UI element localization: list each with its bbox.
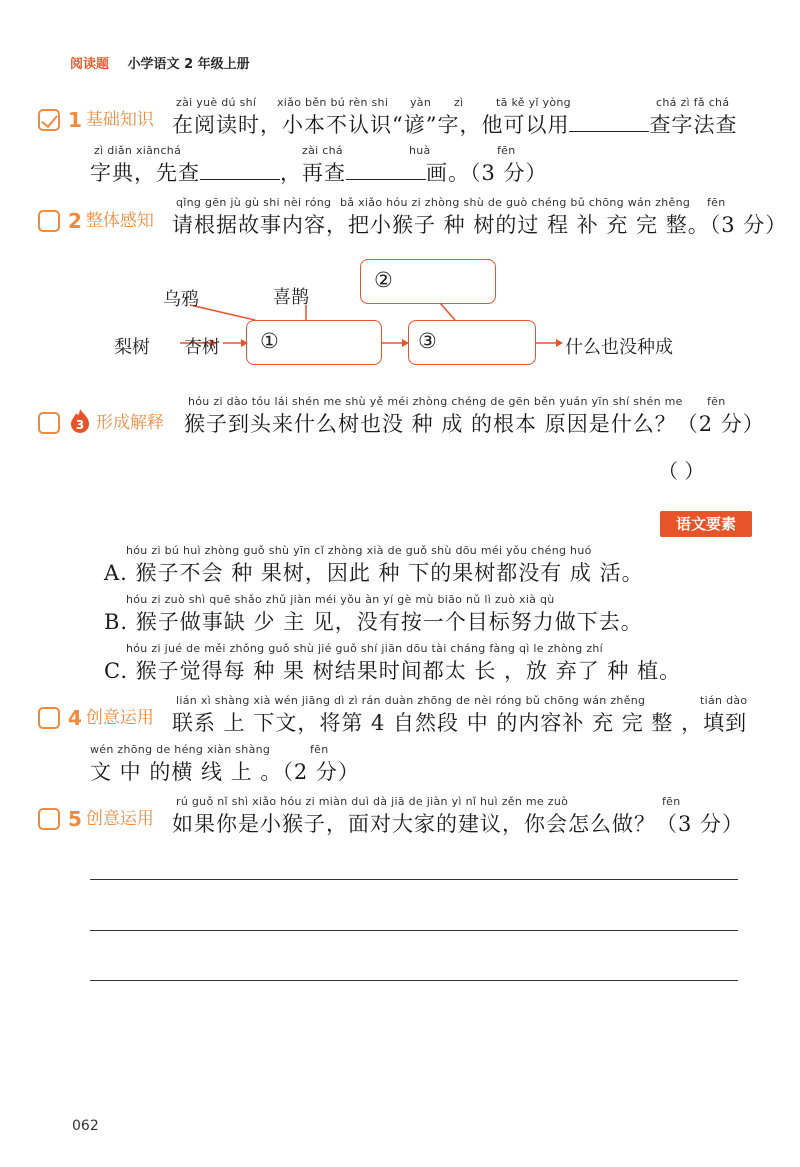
connector-line xyxy=(440,303,455,320)
flame-icon xyxy=(68,408,92,434)
question-3-checkbox[interactable] xyxy=(38,412,60,434)
question-3-text: 猴子到头来什么树也没 种 成 的根本 原因是什么？（2 分） xyxy=(184,412,765,436)
answer-blank[interactable] xyxy=(346,161,426,180)
pinyin: tián dào xyxy=(700,694,748,707)
slot-1-marker: ① xyxy=(260,329,279,353)
option-b[interactable]: B. 猴子做事缺 少 主 见，没有按一个目标努力做下去。 xyxy=(104,610,643,634)
question-4-type: 创意运用 xyxy=(85,708,154,728)
pinyin: hóu zi jué de měi zhǒng guǒ shù jié guǒ shí jiān dōu tài cháng fàng qì le zhòng zhí xyxy=(126,642,604,655)
arrow-head xyxy=(556,339,563,347)
question-5-type: 创意运用 xyxy=(85,809,154,829)
question-1-line-2 xyxy=(90,157,548,187)
question-2-type: 整体感知 xyxy=(85,211,154,231)
question-1-text: ，再查 xyxy=(280,161,346,185)
pinyin: huà xyxy=(409,144,431,157)
label-pear-tree: 梨树 xyxy=(114,337,150,358)
question-1-text: 在阅读时，小本不认识“谚”字，他可以用 xyxy=(172,113,570,137)
pinyin: fēn xyxy=(707,196,726,209)
question-1-text: 画。（3 分） xyxy=(426,161,548,185)
question-2-text: 请根据故事内容，把小猴子 种 树的过 程 补 充 完 整。（3 分） xyxy=(172,213,788,237)
question-1-number: 1 xyxy=(68,108,82,132)
pinyin: bǎ xiǎo hóu zi zhòng shù de guò chéng bǔ chōng wán zhěng xyxy=(340,196,691,209)
header-title: 小学语文 2 年级上册 xyxy=(127,57,250,72)
pinyin: fēn xyxy=(707,395,726,408)
answer-line[interactable] xyxy=(90,980,738,981)
pinyin: rú guǒ nǐ shì xiǎo hóu zi miàn duì dà jiā de jiàn yì nǐ huì zěn me zuò xyxy=(176,795,569,808)
pinyin: fēn xyxy=(497,144,516,157)
pinyin: hóu zi dào tóu lái shén me shù yě méi zhòng chéng de gēn běn yuán yīn shí shén me xyxy=(188,395,683,408)
pinyin: tā kě yǐ yòng xyxy=(496,96,571,109)
question-1-header xyxy=(38,109,160,131)
pinyin: zì diǎn xiānchá xyxy=(94,144,182,157)
pinyin: fēn xyxy=(662,795,681,808)
label-magpie: 喜鹊 xyxy=(273,287,309,308)
question-1-type: 基础知识 xyxy=(85,110,154,130)
pinyin: lián xì shàng xià wén jiāng dì zì rán duàn zhōng de nèi róng bǔ chōng wán zhěng xyxy=(176,694,646,707)
label-nothing-grown: 什么也没种成 xyxy=(565,337,673,358)
pinyin: xiǎo běn bú rèn shi xyxy=(277,96,389,109)
answer-parentheses[interactable]: （ ） xyxy=(658,459,705,483)
question-5-text: 如果你是小猴子，面对大家的建议，你会怎么做？（3 分） xyxy=(172,812,745,836)
answer-blank[interactable] xyxy=(569,113,649,132)
question-2-checkbox[interactable] xyxy=(38,210,60,232)
question-4-number: 4 xyxy=(68,706,82,730)
pinyin: chá zì fǎ chá xyxy=(656,96,730,109)
pinyin: hóu zi bú huì zhòng guǒ shù yīn cǐ zhòng xià de guǒ shù dōu méi yǒu chéng huó xyxy=(126,544,592,557)
option-c[interactable]: C. 猴子觉得每 种 果 树结果时间都太 长 ，放 弃了 种 植。 xyxy=(104,659,682,683)
question-1-checkbox[interactable] xyxy=(38,109,60,131)
pinyin: zài yuè dú shí xyxy=(176,96,257,109)
answer-line[interactable] xyxy=(90,879,738,880)
pinyin: wén zhōng de héng xiàn shàng xyxy=(90,743,271,756)
pinyin: zài chá xyxy=(302,144,343,157)
pinyin: hóu zi zuò shì quē shǎo zhǔ jiàn méi yǒu àn yí gè mù biāo nǔ lì zuò xià qù xyxy=(126,593,555,606)
pinyin: yàn xyxy=(410,96,432,109)
question-4-line-1: 联系 上 下文，将第 4 自然段 中 的内容补 充 完 整 ，填到 xyxy=(172,711,748,735)
pinyin: qǐng gēn jù gù shi nèi róng xyxy=(176,196,332,209)
label-crow: 乌鸦 xyxy=(163,289,199,310)
page-header xyxy=(70,53,250,72)
question-3-number: 3 xyxy=(75,418,85,432)
pinyin: fēn xyxy=(310,743,329,756)
question-4-line-2: 文 中 的横 线 上 。（2 分） xyxy=(90,760,360,784)
question-5-checkbox[interactable] xyxy=(38,808,60,830)
answer-line[interactable] xyxy=(90,930,738,931)
label-apricot-tree: 杏树 xyxy=(184,337,220,358)
chinese-elements-badge: 语文要素 xyxy=(660,511,752,537)
question-3-type: 形成解释 xyxy=(96,413,164,433)
pinyin: zì xyxy=(454,96,464,109)
question-1-line-1 xyxy=(172,109,737,139)
slot-3-marker: ③ xyxy=(418,329,437,353)
header-tag: 阅读题 xyxy=(70,57,110,72)
page-number: 062 xyxy=(72,1118,99,1134)
slot-2-marker: ② xyxy=(374,268,393,292)
option-a[interactable]: A. 猴子不会 种 果树，因此 种 下的果树都没有 成 活。 xyxy=(104,561,644,585)
question-2-header xyxy=(38,210,160,232)
question-4-checkbox[interactable] xyxy=(38,707,60,729)
connector-line xyxy=(190,305,255,320)
question-2-number: 2 xyxy=(68,209,82,233)
question-4-header xyxy=(38,707,160,729)
story-flow-diagram xyxy=(100,255,720,375)
question-1-text: 字典，先查 xyxy=(90,161,200,185)
answer-blank[interactable] xyxy=(200,161,280,180)
question-1-text-end: 查字法查 xyxy=(649,113,738,137)
question-5-number: 5 xyxy=(68,807,82,831)
question-3-header xyxy=(38,408,170,434)
question-5-header xyxy=(38,808,160,830)
